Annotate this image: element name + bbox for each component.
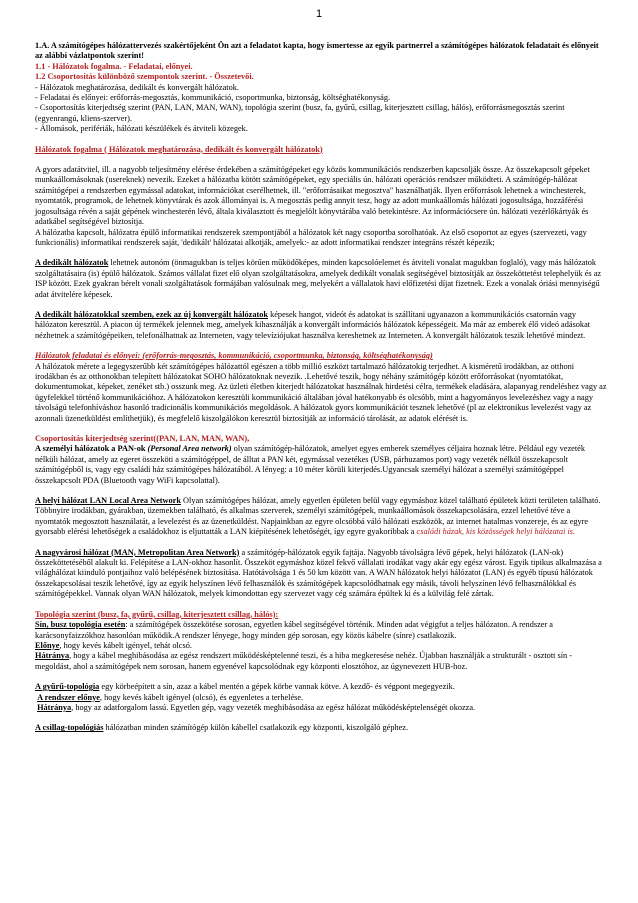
document-body	[35, 41, 607, 734]
label-disadvantage: Hátránya	[35, 651, 70, 661]
term-ring-topology: A gyűrű-topológia	[35, 682, 100, 692]
label-ring-disadvantage: Hátránya	[37, 702, 72, 712]
paragraph-converged-networks: A dedikált hálózatokkal szemben, ezek az új konvergált hálózatok képesek hangot, videót és adatokat is szállítani ugyanazon a kommunikációs csatornán vagy hálózaton keresztül. A piacon új termékek jelennek meg, amelyek kihasználják a konvergált információs hálózatok képességeit. Ma már az emberek élő videó adásokat nézhetnek a számítógépeiken, telefonálhatnak az Interneten, vagy televíziójukat használva kereshetnek az Interneten. A konvergált hálózatok teszik lehetővé mindezt.	[35, 309, 591, 340]
task-statement: 1.A. A számítógépes hálózattervezés szakértőjeként Ön azt a feladatot kapta, hogy ismertesse az egyik partnerrel a számítógépes hálózatok feladatait és előnyeit az alábbi vázlatpontok szerint!	[35, 41, 599, 61]
paragraph-network-tasks: A hálózatok mérete a legegyszerűbb két számítógépes hálózattól egészen a több millió eszközt tartalmazó hálózatokig terjedhet. A kisméretű irodákban, az otthoni irodákban és az otthonokban telepített hálózatokat SOHO hálózatoknak nevezik. .Lehetővé teszik, hogy néhány számítógép között erőforrásokat (nyomtatókat, dokumentumokat, képeket, zenéket stb.) osszunk meg. Az üzleti életben kiterjedt hálózatokat használnak hirdetési célra, termékek eladására, alapanyag rendeléshez vagy az ügyfelekkel történő kommunikációhoz. A hálózatokon keresztüli kommunikáció általában jóval hatékonyabb és olcsóbb, mint a hagyományos levelezéshez vagy a nagy távolságú telefonhíváshoz hasonló tradicionális kommunikációs megoldások. A hálózatok gyors kommunikációt tesznek lehetővé (pl az elektronikus levelezést vagy az azonnali üzenetküldést említhetjük), és megfelelő kiszolgálókon keresztül biztosítják az információ tárolását, az adatok elérését is.	[35, 361, 607, 423]
term-lan: A helyi hálózat LAN Local Area Network	[35, 496, 181, 506]
term-dedicated-networks: A dedikált hálózatok	[35, 258, 109, 268]
heading-by-extent: Csoportosítás kiterjedtség szerint((PAN, LAN, MAN, WAN),	[35, 434, 250, 443]
paragraph-lan: A helyi hálózat LAN Local Area Network Olyan számítógépes hálózat, amely egyetlen épületen belül vagy egymáshoz közel található épületek közti területen található. Többnyire irodákban, gyárakban, üzemekben található, és alkalmas szerverek, személyi számítógépek, munkaállomások összekapcsolására, ezzel lehetővé téve a nyomtatók megosztott használatát, a levelezést és az üzenetküldést. Napjainkban az egyre olcsóbbá váló hálózati eszközök, az internet hatalmas vonzereje, és az egyre gyorsabb elérési lehetőségek a családokhoz is eljuttatták a LAN kiépítésének lehetőségét, így egyre gyakoribbak a családi házak, kis közösségek helyi hálózatai is.	[35, 496, 601, 537]
term-converged-networks: A dedikált hálózatokkal szemben, ezek az új konvergált hálózatok	[35, 309, 269, 319]
page-number: 1	[315, 8, 323, 20]
term-pan: A személyi hálózatok a PAN-ok	[35, 444, 146, 454]
paragraph-bus-disadvantage: Hátránya, hogy a kábel meghibásodása az egész rendszert működésképtelenné teszi, és a hiba megkeresése nehéz. Újabban használják a strukturált - osztott sín - megoldást, ahol a számítógépek nem sorosan, hanem egyenével kapcsolódnak egy központi elosztóhoz, az úgynevezett HUB-hoz.	[35, 651, 573, 671]
paragraph-man: A nagyvárosi hálózat (MAN, Metropolitan Area Network) a számítógép-hálózatok egyik fajtája. Nagyobb távolságra lévő gépek, helyi hálózatok (LAN-ok) összeköttetéséből alakult ki. Felépítése a LAN-okhoz hasonlít. Összeköt egymáshoz közel fekvő vállalati irodákat vagy akár egy egész várost. Egyik tipikus alkalmazása a világhálózat kiinduló pontjaihoz való belépésének biztosítása. Hatótávolsága 1 és 50 km között van. A WAN hálózatok helyi hálózatot (LAN) és egyéb típusú hálózatok összekapcsolásai teszik lehetővé, így az egyik helyszínen lévő felhasználók és számítógépek kapcsolódhatnak egy másik, távoli helyszínen lévő felhasználókkal és számítógépekkel. Vannak olyan WAN hálózatok, melyek kimondottan egy szervezet vagy cég számára épültek ki és a külvilág felé zártak.	[35, 547, 602, 599]
paragraph-star-topology: A csillag-topológiás hálózatban minden számítógép külön kábellel csatlakozik egy központi, kiszolgáló géphez.	[35, 723, 409, 733]
term-man: A nagyvárosi hálózat (MAN, Metropolitan Area Network)	[35, 547, 240, 557]
term-star-topology: A csillag-topológiás	[35, 723, 104, 733]
lan-home-note: családi házak, kis közösségek helyi hálózatai is.	[416, 527, 576, 537]
paragraph-ring-disadvantage: Hátránya, hogy az adatforgalom lassú. Egyetlen gép, vagy vezeték meghibásodása az egész hálózat működésképtelenségét okozza.	[37, 702, 476, 712]
label-ring-advantage: A rendszer előnye	[37, 692, 100, 702]
paragraph-ring-advantage: A rendszer előnye, hogy kevés kábelt igényel (olcsó), és egyenletes a terhelése.	[37, 692, 304, 702]
paragraph-dedicated-networks: A dedikált hálózatok lehetnek autonóm (önmagukban is teljes körűen működőképes, minden kapcsolóelemet és átviteli vonalat magukban foglaló), vagy más hálózatok szolgáltatásaira (is) épülő hálózatok. Számos vállalat fizet elő olyan szolgáltatásokra, amelyek dedikált vonalak segítségével biztosítják az összeköttetést telephelyük és az ISP között. Ezek gyakran bérelt vonali szolgáltatások formájában valósulnak meg, melyekért a vállalatok havi előfizetési díjat fizetnek. Ezek a vonalak óriási mennyiségű adat átvitelére képesek.	[35, 258, 602, 299]
paragraph-network-definition: A gyors adatátvitel, ill. a nagyobb teljesítmény elérése érdekében a számítógépeket egy közös kommunikációs rendszerben kapcsolják össze. Az összekapcsolt gépeket munkaállomásoknak (usereknek) nevezik. Ezeket a hálózatba kötött számítógépeket, egy speciális ún. hálózati operációs rendszer működteti. A számítógép-hálózat számítógépei a rendszerben egymással adatokat, információkat cserélhetnek, ill. "erőforrásaikat megosztva" használhatják. Ilyen erőforrások lehetnek a winchesterek, nyomtatók, programok, de lehetnek könyvtárak és azok állományai is. A megosztás pedig annyit tesz, hogy az adott munkaállomás hálózati jogosultsága, hozzáférési jogosultsága révén a saját gépének winchesterén lévő, általa kiválasztott és megjelölt könyvtárába való betekintésre. Az információcsere ún. hálózati vezérlőkártyák és adatkábel segítségével biztosítja.	[35, 165, 590, 227]
paragraph-bus-topology: Sín, busz topológia esetén: a számítógépek összekötése sorosan, egyetlen kábel segítségével történik. Minden adat végigfut a teljes hálózaton. A rendszer a karácsonyfaizzókhoz hasonlóan működik.A rendszer lényege, hogy minden gép sorosan, egy közös kábelre (sínre) csatlakozik.	[35, 620, 553, 640]
paragraph-ring-topology: A gyűrű-topológia egy körbeépített a sín, azaz a kábel mentén a gépek körbe vannak kötve. A kezdő- és végpont megegyezik.	[35, 682, 455, 692]
section-1-2-title: 1.2 Csoportosítás különböző szempontok szerint. - Összetevői.	[35, 72, 254, 82]
term-pan-full: (Personal Area network)	[147, 444, 232, 454]
outline-item: - Hálózatok meghatározása, dedikált és konvergált hálózatok.	[35, 82, 239, 92]
section-1-1-title: 1.1 - Hálózatok fogalma. - Feladatai, előnyei.	[35, 61, 193, 71]
paragraph-pan: A személyi hálózatok a PAN-ok (Personal Area network) olyan számítógép-hálózatok, amelyet egyes emberek személyes céljaira hoznak létre. Például egy vezeték nélküli hálózat, amely az egeret összeköti a számítógéppel, de álltat a PAN két, egymással vezetékes (USB, párhuzamos port) vagy vezeték nélkül összekapcsolt számítógépből is, vagy egy családi ház számítógépes hálózatából. A lényeg: a 10 méter körüli kiterjedés.Ugyancsak személyi hálózat a személyi számítógéppel összekapcsolt PDA (Bluetooth vagy WiFi kapcsolattal).	[35, 444, 585, 485]
term-bus-topology: Sín, busz topológia esetén	[35, 620, 126, 630]
paragraph-network-groups: A hálózatba kapcsolt, hálózatra épülő informatikai rendszerek szempontjából a hálózatok két nagy csoportba sorolhatóak. Az első csoportot az egyes (szervezeti, vagy funkcionális) informatikai rendszerek saját, 'dedikált' hálózatai alkotják, amelyek:- az adott informatikai rendszer integráns részét képezik;	[35, 227, 587, 247]
outline-item: - Csoportosítás kiterjedtség szerint (PAN, LAN, MAN, WAN), topológia szerint (busz, fa, gyűrű, csillag, kiterjesztett csillag, hálós), erőforrásmegosztás szerint (egyenrangú, kliens-szerver).	[35, 103, 565, 123]
outline-item: - Állomások, perifériák, hálózati készülékek és átviteli közegek.	[35, 124, 248, 134]
outline-item: - Feladatai és előnyei: erőforrás-megosztás, kommunikáció, csoportmunka, biztonság, költséghatékonyság.	[35, 93, 391, 103]
heading-by-topology: Topológia szerint (busz, fa, gyűrű, csillag, kiterjesztett csillag, hálós):	[35, 609, 279, 619]
label-advantage: Előnye	[35, 640, 60, 650]
heading-network-concept: Hálózatok fogalma ( Hálózatok meghatározása, dedikált és konvergált hálózatok)	[35, 144, 323, 154]
heading-network-tasks: Hálózatok feladatai és előnyei: (erőforrás-megosztás, kommunikáció, csoportmunka, biztonság, költséghatékonyság)	[35, 351, 433, 361]
paragraph-bus-advantage: Előnye, hogy kevés kábelt igényel, tehát olcsó.	[35, 640, 192, 650]
